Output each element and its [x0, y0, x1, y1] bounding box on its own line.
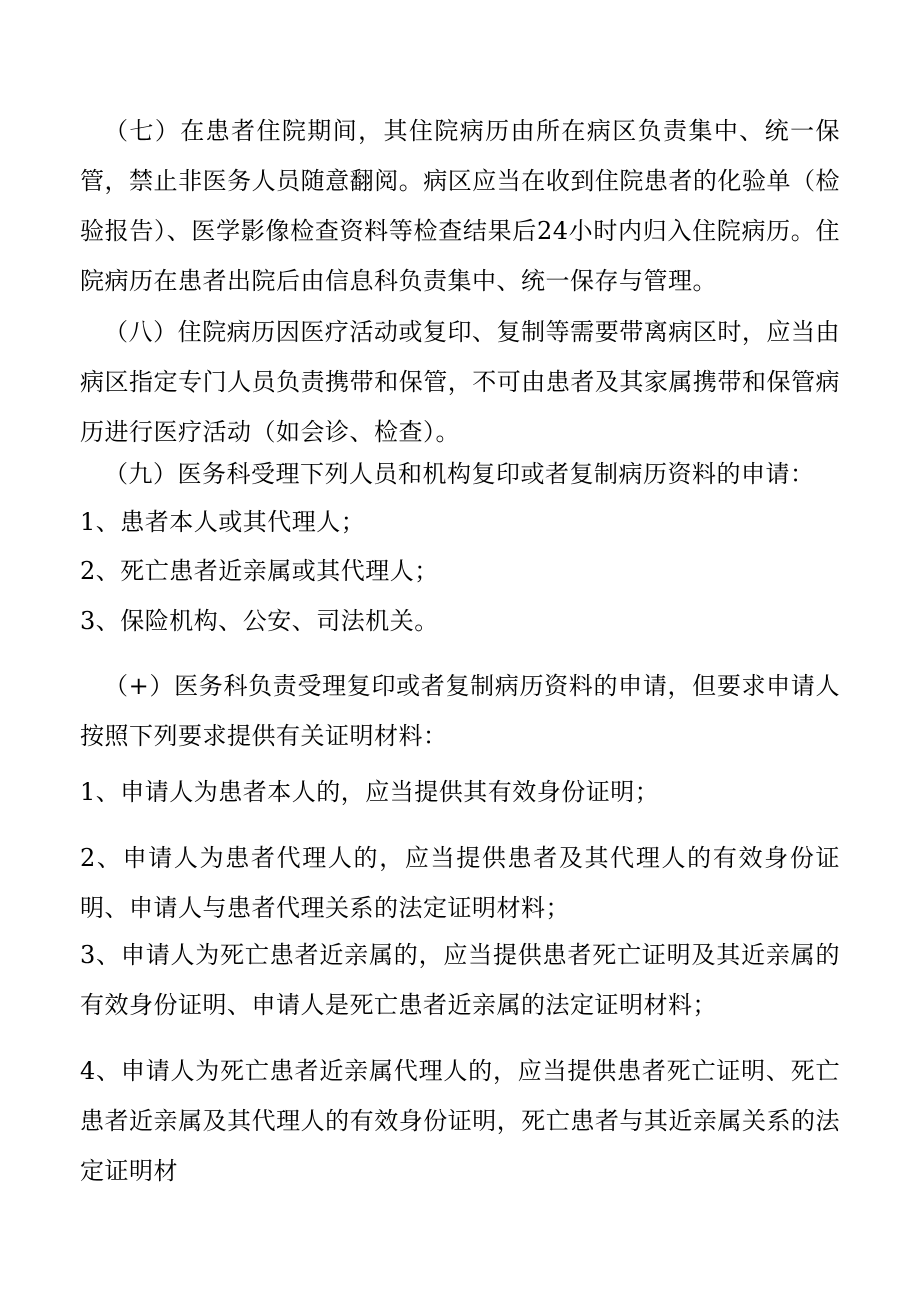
list-item-10-2: 2、申请人为患者代理人的，应当提供患者及其代理人的有效身份证明、申请人与患者代理关系的法定证明材料；	[80, 844, 840, 922]
paragraph-10: （+）医务科负责受理复印或者复制病历资料的申请，但要求申请人按照下列要求提供有关证明材料：	[80, 672, 840, 750]
paragraph-9: （九）医务科受理下列人员和机构复印或者复制病历资料的申请：	[104, 460, 815, 488]
list-item-9-2: 2、死亡患者近亲属或其代理人；	[80, 557, 439, 585]
list-item-10-3: 3、申请人为死亡患者近亲属的，应当提供患者死亡证明及其近亲属的有效身份证明、申请人是死亡患者近亲属的法定证明材料；	[80, 941, 840, 1019]
list-item-9-1: 1、患者本人或其代理人；	[80, 508, 366, 536]
list-item-10-4: 4、申请人为死亡患者近亲属代理人的，应当提供患者死亡证明、死亡患者近亲属及其代理人的有效身份证明，死亡患者与其近亲属关系的法定证明材	[80, 1057, 840, 1185]
list-item-10-1: 1、申请人为患者本人的，应当提供其有效身份证明；	[80, 778, 660, 806]
paragraph-7: （七）在患者住院期间，其住院病历由所在病区负责集中、统一保管，禁止非医务人员随意翻阅。病区应当在收到住院患者的化验单（检验报告）、医学影像检查资料等检查结果后24小时内归入住院病历。住院病历在患者出院后由信息科负责集中、统一保存与管理。	[80, 117, 840, 295]
list-item-9-3: 3、保险机构、公安、司法机关。	[80, 607, 439, 635]
paragraph-8: （八）住院病历因医疗活动或复印、复制等需要带离病区时，应当由病区指定专门人员负责携带和保管，不可由患者及其家属携带和保管病历进行医疗活动（如会诊、检查）。	[80, 318, 840, 446]
